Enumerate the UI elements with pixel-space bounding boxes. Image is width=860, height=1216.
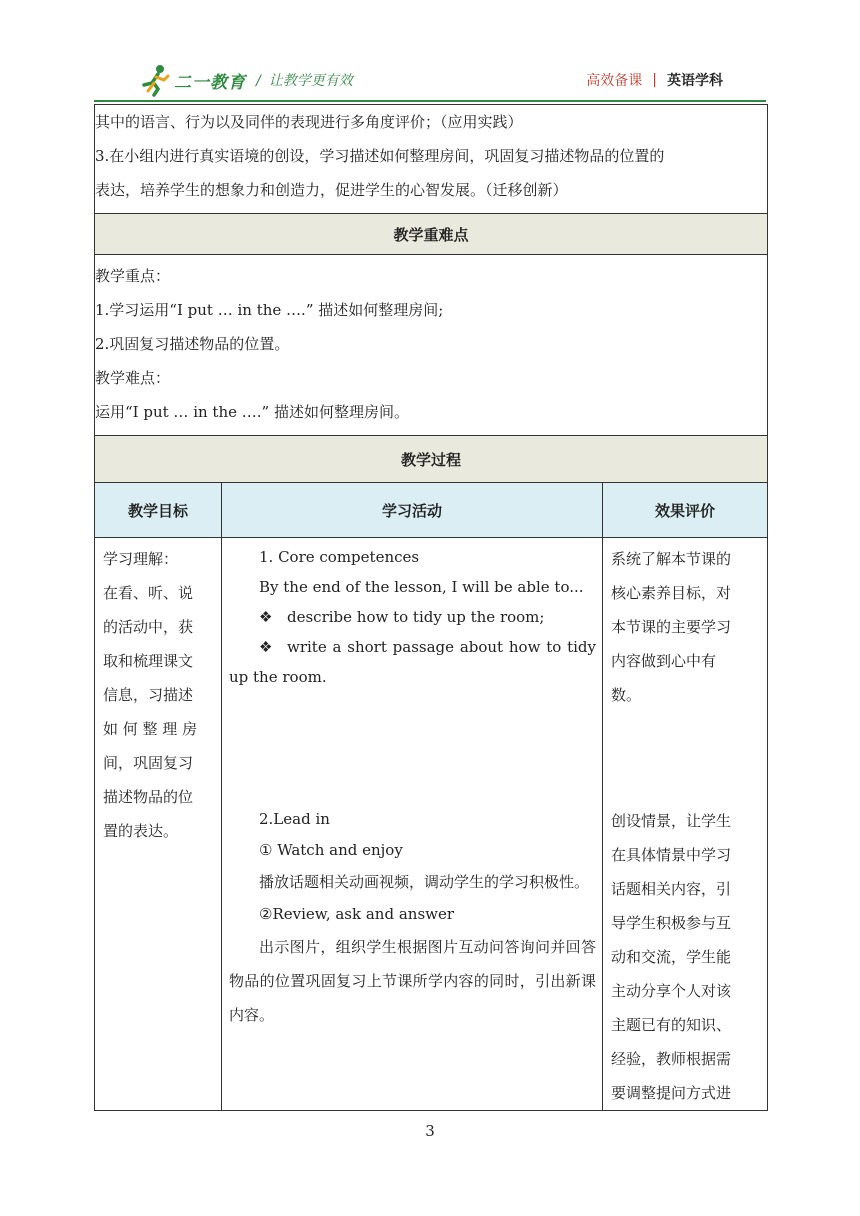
brand-logo bbox=[140, 62, 246, 98]
evaluation-line: 主动分享个人对该 bbox=[611, 982, 732, 1000]
key-point-line: 1.学习运用“I put … in the ….” 描述如何整理房间; bbox=[95, 301, 444, 319]
key-points-heading: 教学重难点 bbox=[95, 214, 768, 255]
lesson-plan-table bbox=[94, 104, 768, 1111]
slogan-slash: / bbox=[256, 73, 261, 89]
core-bullet-text: describe how to tidy up the room; bbox=[287, 608, 545, 626]
evaluation-block-2 bbox=[611, 804, 763, 1110]
evaluation-line: 在具体情景中学习 bbox=[611, 846, 732, 864]
evaluation-line: 主题已有的知识、 bbox=[611, 1016, 732, 1034]
column-header-activities: 学习活动 bbox=[222, 483, 603, 538]
slogan-text: 让教学更有效 bbox=[268, 73, 353, 89]
header-rule bbox=[94, 100, 766, 102]
goal-line: 取和梳理课文 bbox=[103, 652, 194, 670]
objective-line: 3.在小组内进行真实语境的创设，学习描述如何整理房间，巩固复习描述物品的位置的 bbox=[95, 147, 665, 165]
key-point-line: 运用“I put … in the ….” 描述如何整理房间。 bbox=[95, 403, 409, 421]
diamond-bullet-icon: ❖ bbox=[259, 638, 273, 656]
core-title: 1. Core competences bbox=[259, 548, 420, 566]
lead-in-step: ②Review, ask and answer bbox=[259, 905, 455, 923]
runner-icon bbox=[140, 63, 172, 97]
evaluation-line: 要调整提问方式进 bbox=[611, 1084, 732, 1102]
key-point-line: 教学重点： bbox=[95, 267, 171, 285]
goal-line: 学习理解： bbox=[103, 550, 179, 568]
evaluation-cell bbox=[603, 538, 768, 1111]
evaluation-line: 经验，教师根据需 bbox=[611, 1050, 732, 1068]
lead-in-step: ① Watch and enjoy bbox=[259, 841, 403, 859]
goal-line: 的活动中，获 bbox=[103, 618, 194, 636]
lead-in-title: 2.Lead in bbox=[259, 810, 330, 828]
core-bullet bbox=[229, 602, 596, 632]
lead-in-desc: 播放话题相关动画视频，调动学生的学习积极性。 bbox=[259, 873, 590, 891]
evaluation-line: 创设情景，让学生 bbox=[611, 812, 732, 830]
core-intro: By the end of the lesson, I will be able to... bbox=[259, 578, 584, 596]
header-slogan bbox=[256, 70, 353, 90]
evaluation-line: 导学生积极参与互 bbox=[611, 914, 732, 932]
objectives-cell bbox=[95, 105, 768, 214]
page-number: 3 bbox=[425, 1122, 435, 1140]
objective-line: 表达，培养学生的想象力和创造力，促进学生的心智发展。（迁移创新） bbox=[95, 181, 568, 199]
evaluation-line: 系统了解本节课的 bbox=[611, 550, 732, 568]
evaluation-line: 数。 bbox=[611, 686, 642, 704]
evaluation-line: 话题相关内容，引 bbox=[611, 880, 732, 898]
evaluation-line: 核心素养目标，对 bbox=[611, 584, 732, 602]
process-content-row bbox=[95, 538, 768, 1111]
goals-cell bbox=[95, 538, 222, 1111]
header-label: 高效备课 bbox=[586, 73, 643, 89]
process-heading: 教学过程 bbox=[95, 436, 768, 483]
column-header-goals: 教学目标 bbox=[95, 483, 222, 538]
key-point-line: 教学难点： bbox=[95, 369, 171, 387]
lead-in-desc: 出示图片，组织学生根据图片互动问答询问并回答物品的位置巩固复习上节课所学内容的同时，引出新课内容。 bbox=[229, 938, 596, 1024]
column-header-row bbox=[95, 483, 768, 538]
objectives-row bbox=[95, 105, 768, 214]
goal-line: 间，巩固复习 bbox=[103, 754, 194, 772]
key-point-line: 2.巩固复习描述物品的位置。 bbox=[95, 335, 290, 353]
key-points-cell bbox=[95, 255, 768, 436]
goal-line: 在看、听、说 bbox=[103, 584, 194, 602]
goal-line: 信息，习描述 bbox=[103, 686, 194, 704]
core-bullet-text: write a short passage about how to tidy up the room. bbox=[229, 638, 596, 686]
goal-line: 描述物品的位 bbox=[103, 788, 194, 806]
page-header bbox=[0, 0, 860, 100]
key-points-heading-row bbox=[95, 214, 768, 255]
activities-cell bbox=[222, 538, 603, 1111]
evaluation-line: 本节课的主要学习 bbox=[611, 618, 732, 636]
objective-line: 其中的语言、行为以及同伴的表现进行多角度评价；（应用实践） bbox=[95, 113, 523, 131]
header-subject: 英语学科 bbox=[667, 73, 723, 89]
core-bullet bbox=[229, 632, 596, 692]
key-points-row bbox=[95, 255, 768, 436]
brand-name: 二一教育 bbox=[174, 72, 246, 93]
lead-in-block bbox=[229, 804, 596, 1032]
header-divider: | bbox=[652, 72, 657, 88]
evaluation-line: 动和交流，学生能 bbox=[611, 948, 732, 966]
core-competences-block bbox=[229, 542, 596, 804]
diamond-bullet-icon: ❖ bbox=[259, 608, 273, 626]
evaluation-block-1 bbox=[611, 542, 763, 804]
column-header-evaluation: 效果评价 bbox=[603, 483, 768, 538]
header-right bbox=[586, 70, 723, 90]
evaluation-line: 内容做到心中有 bbox=[611, 652, 717, 670]
goal-line: 置的表达。 bbox=[103, 822, 179, 840]
process-heading-row bbox=[95, 436, 768, 483]
goal-line: 如 何 整 理 房 bbox=[103, 720, 198, 738]
